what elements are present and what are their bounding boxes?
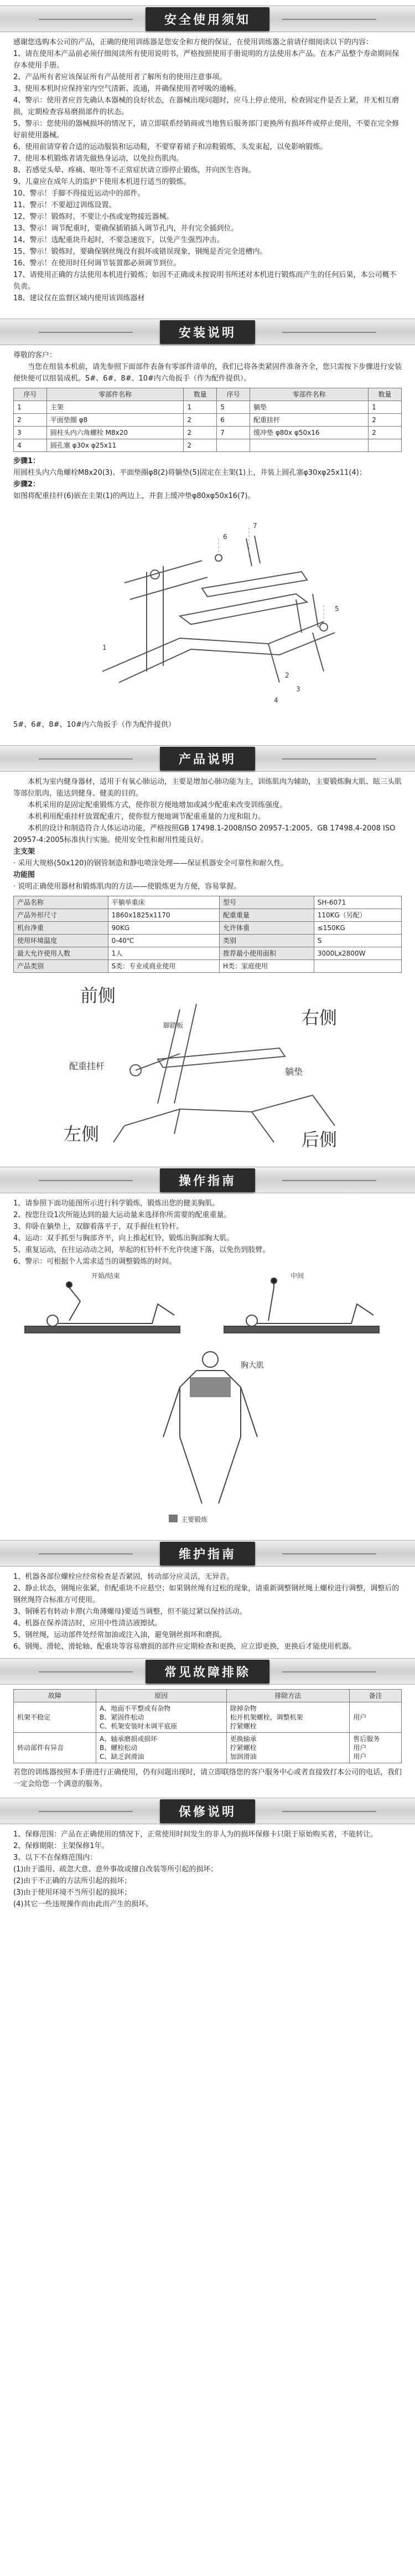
- spec-cell: 90KG: [108, 922, 219, 935]
- header-rule-left: [39, 332, 133, 333]
- warranty-item: (3)由于使用环境不当所引起的损坏；: [13, 1889, 132, 1897]
- safety-header: [0, 6, 415, 32]
- safety-item: 13、警示！调节配重时，要确保插销插入调节孔内，并有完全插到位。: [13, 224, 238, 233]
- spec-row: [14, 947, 402, 960]
- header-rule-left: [39, 1553, 133, 1554]
- label-middle: 中间: [290, 1272, 304, 1280]
- header-rule-right: [282, 758, 376, 760]
- spec-cell: SH-6071: [314, 896, 401, 909]
- exercise-drawing: [14, 1271, 401, 1537]
- legend-label: 主要锻炼: [181, 1516, 208, 1523]
- parts-cell: 3: [14, 427, 47, 439]
- spec-cell: 型号: [220, 896, 314, 909]
- header-rule-left: [39, 1671, 133, 1672]
- parts-cell: [217, 439, 250, 452]
- safety-item: 4、警示：使用者应首先确认本器械的良好状态，在器械出现问题时，应马上停止使用，检查固定件是否上紧，并无相互磨损，定期检查容易磨损部件的状态。: [13, 96, 400, 116]
- troubleshoot-cell: A、地面不平整或有杂物 B、紧固件松动 C、机架安装时未调平底座: [96, 1702, 226, 1733]
- parts-row: [14, 414, 402, 427]
- parts-cell: 2: [369, 414, 402, 427]
- view-front: 前侧: [80, 985, 116, 1006]
- operation-section: [0, 1198, 415, 1537]
- parts-header-cell: 数量: [369, 388, 402, 401]
- operation-step: 2、按您往设1次所能达到的最大运动量来选择你所需要的配重重量。: [13, 1211, 231, 1219]
- safety-item: 10、警示！手脚不得接近运动中的部件。: [13, 189, 145, 198]
- troubleshoot-section: [0, 1689, 415, 1790]
- spec-row: [14, 960, 402, 973]
- legend-swatch: [169, 1515, 178, 1522]
- spec-cell: S: [314, 935, 401, 947]
- label-pedal: 脚踏板: [163, 1022, 184, 1029]
- product-para-4: 本机的设计和制造符合人体运动功能，严格按照GB 17498.1-2008/ISO 20957-1:2005、GB 17498.4-2008 ISO 20957-4:2005标准执行实施。使用安全性和耐用性能良好。: [13, 824, 398, 844]
- header-rule-left: [39, 1180, 133, 1181]
- product-para-1: 本机为室内健身器材，适用于有氧心肺运动，主要是增加心肺功能为主，训练肌肉为辅助，主要锻炼胸大肌、眩三头肌等部位肌肉，能达到健身、健美的目的。: [13, 778, 402, 798]
- warranty-item: (4)其它一些违规操作而由此而产生的损坏。: [13, 1900, 153, 1908]
- parts-row: [14, 401, 402, 414]
- spec-table: [13, 896, 402, 973]
- page: [0, 6, 415, 1910]
- exercise-diagram: [14, 1271, 401, 1537]
- warranty-item: (2)由于不正确的方法所引起的损坏；: [13, 1877, 132, 1885]
- header-rule-right: [282, 1811, 376, 1812]
- callout-6: 6: [223, 533, 227, 541]
- label-weight-rod: 配重挂杆: [69, 1061, 105, 1071]
- safety-item: 3、使用本机时应保持室内空气清新、流通，并确保使用者呼吸的通畅。: [13, 85, 241, 93]
- header-rule-left: [39, 1811, 133, 1812]
- header-rule-left: [39, 19, 133, 20]
- troubleshoot-cell: 转动部件有异音: [14, 1733, 96, 1763]
- parts-row: [14, 439, 402, 452]
- troubleshoot-row: [14, 1702, 402, 1733]
- warranty-item: 2、保修期限：主架保修1年。: [13, 1842, 109, 1850]
- warranty-list: [13, 1829, 402, 1910]
- parts-header-cell: 序号: [217, 388, 250, 401]
- parts-cell: [369, 439, 402, 452]
- spec-cell: 0-40℃: [108, 935, 219, 947]
- chest-muscle-highlight: [190, 1377, 231, 1397]
- safety-item: 9、儿童应在成年人的监护下使用本机进行适当的锻炼。: [13, 178, 191, 186]
- spec-cell: 最大允许使用人数: [14, 947, 108, 960]
- parts-cell: 主架: [46, 401, 184, 414]
- maintenance-title: 维护指南: [160, 1542, 255, 1566]
- maintenance-item: 4、机器在保养清洁时，应用中性清洁液擦拭。: [13, 1619, 162, 1628]
- label-pectoral: 胸大肌: [241, 1361, 264, 1370]
- warranty-item: 1、保修范围：产品在正确使用的情况下，正常使用时间发生的非人为的损坏保修卡只限于原始购买者，不能转让。: [13, 1830, 378, 1839]
- operation-list: [13, 1198, 402, 1268]
- spec-cell: 1人: [108, 947, 219, 960]
- parts-cell: 1: [14, 401, 47, 414]
- operation-title: 操作指南: [160, 1168, 255, 1192]
- callout-5: 5: [335, 605, 339, 613]
- spec-cell: 产品外形尺寸: [14, 909, 108, 922]
- parts-cell: 2: [14, 414, 47, 427]
- safety-item: 15、警示！锻炼时，要确保钢丝绳没有损坏或错误现象，钢绳是否完全进槽内。: [13, 248, 267, 256]
- safety-item: 1、请在使用本产品前必须仔细阅读所有使用说明书，严格按照使用手册说明的方法使用本产品。在本产品整个寿命期间保存本使用手册。: [13, 50, 400, 70]
- troubleshoot-header-cell: 原因: [96, 1690, 226, 1702]
- spec-cell: [314, 960, 401, 973]
- callout-4: 4: [274, 696, 278, 704]
- step1-title: 步骤1：: [13, 457, 40, 465]
- troubleshoot-footer: 若您的训练器按照本手册进行正确使用，仍有问题出现时，请立即联络您的客户服务中心或者直接致打本公司的电话，我们一定会给您一个满意的服务。: [13, 1768, 402, 1788]
- troubleshoot-cell: 除掉杂物 松开机架螺栓，调整机架 拧紧螺栓: [226, 1702, 350, 1733]
- safety-item: 18、建议仅在监督区域内使用该训练器材: [13, 294, 145, 302]
- safety-item: 7、使用本机锻炼者请先做热身运动，以免拉伤肌肉。: [13, 155, 184, 163]
- spec-cell: 类别: [220, 935, 314, 947]
- maintenance-list: [13, 1571, 402, 1653]
- assembly-diagram: [36, 505, 379, 716]
- safety-section: [0, 37, 415, 304]
- operation-step: 6、警示：可根据个人需求适当的调整锻炼的时间。: [13, 1258, 177, 1266]
- spec-cell: 机台净重: [14, 922, 108, 935]
- header-rule-left: [39, 758, 133, 760]
- step1-text: 用圆柱头内六角螺栓M8x20(3)、平面垫圈φ8(2)将躺垫(5)固定在主架(1)上，并装上圆孔塞φ30xφ25x11(4)；: [13, 469, 366, 477]
- header-rule-right: [282, 332, 376, 333]
- install-title: 安装说明: [160, 320, 255, 344]
- troubleshoot-table: [13, 1689, 402, 1763]
- safety-item: 2、产品所有者应该保证所有产品使用者了解所有的使用注意事项。: [13, 73, 227, 81]
- function-title: 功能图: [13, 871, 35, 879]
- header-rule-right: [282, 1180, 376, 1181]
- product-header: [0, 745, 415, 772]
- spec-row: [14, 922, 402, 935]
- parts-cell: [250, 439, 369, 452]
- spec-cell: S类：专业或商业使用: [108, 960, 219, 973]
- spec-cell: ≤150KG: [314, 922, 401, 935]
- warranty-item: (1)由于滥用、疏忽大意、意外事故或擅自改装等所引起的损坏；: [13, 1865, 218, 1874]
- spec-cell: 使用环境温度: [14, 935, 108, 947]
- spec-row: [14, 909, 402, 922]
- troubleshoot-cell: 售后服务 用户 用户: [350, 1733, 402, 1763]
- parts-cell: 2: [184, 439, 217, 452]
- troubleshoot-header-cell: 备注: [350, 1690, 402, 1702]
- safety-item: 6、使用前请穿着合适的运动服装和运动鞋，不要穿着裙子和凉鞋锻炼，头发束起，以免影响锻炼。: [13, 143, 328, 151]
- troubleshoot-cell: 用户: [350, 1702, 402, 1733]
- header-rule-right: [282, 1671, 376, 1672]
- operation-step: 4、运动：双手抓至与胸部齐平，向上推起杠铃，锻炼出胸部胸大肌。: [13, 1234, 234, 1243]
- spec-cell: 推荐最小使用面积: [220, 947, 314, 960]
- safety-title: 安全使用须知: [146, 7, 269, 31]
- spec-cell: 产品类别: [14, 960, 108, 973]
- operation-step: 3、仰卧在躺垫上，双脚着落平于，双手握住杠铃杆。: [13, 1223, 184, 1231]
- parts-header-cell: 序号: [14, 388, 47, 401]
- label-start: 开始/结束: [91, 1272, 121, 1280]
- parts-row: [14, 427, 402, 439]
- maintenance-item: 5、钢丝绳，运动部件处经常加油或注入油，避免钢丝损坏和磨损。: [13, 1631, 227, 1639]
- install-greeting: 尊敬的客户：: [13, 351, 57, 360]
- spec-cell: 平躺举重床: [108, 896, 219, 909]
- product-title: 产品说明: [160, 747, 255, 771]
- parts-cell: 1: [369, 401, 402, 414]
- operation-step: 5、重复运动，在往运动动之间，举起的杠铃杆不允许快速下落，以免伤到肢臂。: [13, 1246, 270, 1254]
- maintenance-item: 1、机器各部位螺栓应经常检查是否紧固，转动部分应灵活，无异音。: [13, 1573, 234, 1581]
- assembly-drawing: [36, 505, 379, 716]
- operation-step: 1、请参照下面功能图所示进行科学锻炼，锻炼出您的健美胸肌。: [13, 1199, 220, 1208]
- maintenance-item: 2、静止状态，钢绳应张紧，但配重块不应悬空；如果钢丝绳有过松的现象，请重新调整钢丝绳上螺栓进行调整，调整后的钢丝绳符合标准方可使用。: [13, 1584, 400, 1604]
- troubleshoot-title: 常见故障排除: [146, 1660, 269, 1684]
- header-rule-right: [282, 1553, 376, 1554]
- safety-list: [13, 48, 402, 304]
- warranty-title: 保修说明: [160, 1799, 255, 1823]
- parts-cell: 平面垫圈 φ8: [46, 414, 184, 427]
- operation-header: [0, 1167, 415, 1193]
- parts-cell: 躺垫: [250, 401, 369, 414]
- header-rule-right: [282, 19, 376, 20]
- parts-cell: 1: [184, 401, 217, 414]
- parts-cell: 5: [217, 401, 250, 414]
- safety-item: 5、警示：您使用的器械损坏的情况下，请立即联系经销商或当地售后服务部门更换所有损坏件或停止使用，不要在完全修好前使用器械。: [13, 120, 400, 140]
- safety-item: 16、警示！在使用时任何调节装置都必须调节到位。: [13, 259, 181, 268]
- spec-cell: 配重重量: [220, 909, 314, 922]
- maintenance-item: 3、铜锤若有转动卡滞(六角薄螺母)要适当调整，但不能过紧以保持活动。: [13, 1608, 247, 1616]
- spec-row: [14, 935, 402, 947]
- troubleshoot-cell: 机架不稳定: [14, 1702, 96, 1733]
- step2-text: 如图将配重挂杆(6)嵌在主架(1)的两边上，并套上缓冲垫φ80xφ50x16(7)。: [13, 492, 255, 500]
- structure-title: 主支架: [13, 848, 35, 856]
- warranty-header: [0, 1798, 415, 1824]
- parts-cell: 4: [14, 439, 47, 452]
- parts-table: [13, 388, 402, 452]
- spec-cell: 产品名称: [14, 896, 108, 909]
- parts-header-cell: 零部件名称: [250, 388, 369, 401]
- view-back: 后侧: [302, 1129, 338, 1150]
- install-header: [0, 319, 415, 345]
- troubleshoot-header-cell: 故障: [14, 1690, 96, 1702]
- parts-cell: 2: [369, 427, 402, 439]
- parts-cell: 缓冲垫 φ80x φ50x16: [250, 427, 369, 439]
- safety-item: 14、警示！选配重块升起时，不要急速放下，以免产生强烈冲击。: [13, 236, 224, 244]
- parts-cell: 2: [184, 427, 217, 439]
- safety-item: 17、请使用正确的方法使用本机进行锻炼；如因不正确或未按说明书所述对本机进行锻炼而产生的任何后果，本公司概不负责。: [13, 271, 397, 291]
- callout-3: 3: [296, 685, 300, 693]
- troubleshoot-row: [14, 1733, 402, 1763]
- parts-cell: 7: [217, 427, 250, 439]
- maintenance-section: [0, 1571, 415, 1653]
- label-pad: 躺垫: [285, 1066, 303, 1077]
- safety-item: 12、警示！锻炼时，不要让小孩或宠物接近器械。: [13, 213, 174, 221]
- spec-cell: 3000Lx2800W: [314, 947, 401, 960]
- warranty-item: 3、以下不在保修范围内：: [13, 1854, 97, 1862]
- tools-note: 5#、6#、8#、10#内六角扳手（作为配件提供）: [13, 721, 175, 729]
- maintenance-item: 6、钢绳、滑轮、滑轮轴、配重块等容易磨损的部件应定期检查和更换，应立即更换，更换后才能使用机器。: [13, 1643, 356, 1651]
- safety-item: 8、若感觉头晕、疼痛、呕吐等不正常症状请立即停止锻炼，并向医生咨询。: [13, 166, 256, 175]
- safety-item: 11、警示！不要超过训练设置。: [13, 201, 116, 209]
- structure-text: · 采用大规格(50x120)的钢管制造和静电喷涂处理——保证机器安全可靠性和耐久性。: [13, 859, 288, 868]
- callout-7: 7: [253, 522, 257, 530]
- view-right: 右侧: [302, 1007, 338, 1028]
- spec-cell: 110KG（另配）: [314, 909, 401, 922]
- troubleshoot-cell: 更换轴承 拧紧螺栓 加润滑油: [226, 1733, 350, 1763]
- parts-header-cell: 数量: [184, 388, 217, 401]
- parts-cell: 圆柱头内六角螺栓 M8x20: [46, 427, 184, 439]
- troubleshoot-cell: A、轴承磨损或损坏 B、螺栓松动 C、缺乏润滑油: [96, 1733, 226, 1763]
- troubleshoot-header: [0, 1658, 415, 1685]
- parts-cell: 6: [217, 414, 250, 427]
- warranty-section: [0, 1829, 415, 1910]
- views-diagram: [14, 976, 401, 1159]
- product-para-3: 本机利用配重挂杆放置配重片，使你很方便地调节配重重量的力度和阻力。: [28, 813, 266, 821]
- view-left: 左侧: [64, 1123, 100, 1145]
- spec-cell: 允许体重: [220, 922, 314, 935]
- maintenance-header: [0, 1540, 415, 1567]
- product-section: [0, 776, 415, 1159]
- install-section: [0, 350, 415, 731]
- function-text: · 说明正确使用器材和锻炼肌肉的方法——使锻炼更为方便，容易掌握。: [13, 882, 241, 891]
- callout-1: 1: [102, 644, 107, 651]
- step2-title: 步骤2：: [13, 480, 40, 489]
- parts-cell: 配重挂杆: [250, 414, 369, 427]
- spec-row: [14, 896, 402, 909]
- parts-cell: 2: [184, 414, 217, 427]
- product-para-2: 本机采用的是固定配重锻炼方式，使你很方便地增加或减少配重来改变训练强度。: [28, 801, 287, 809]
- parts-header-cell: 零部件名称: [46, 388, 184, 401]
- spec-cell: 1860x1825x1170: [108, 909, 219, 922]
- callout-2: 2: [285, 671, 289, 679]
- spec-cell: H类：家庭使用: [220, 960, 314, 973]
- parts-cell: 圆孔塞 φ30x φ25x11: [46, 439, 184, 452]
- install-intro: 当您在组装本机前，请先参照下面部件表备有零部件清单的，我们已将各类紧固件准备齐全，您只需按下步骤进行安装便快便可以组装成机。5#、6#、8#、10#内六角扳手（作为配件提供）。: [13, 363, 402, 383]
- safety-intro: 感谢您选购本公司的产品，正确的使用训练器是您安全和方便的保证，在使用训练器之前请仔细阅读以下的内容：: [13, 38, 374, 47]
- troubleshoot-header-cell: 排除方法: [226, 1690, 350, 1702]
